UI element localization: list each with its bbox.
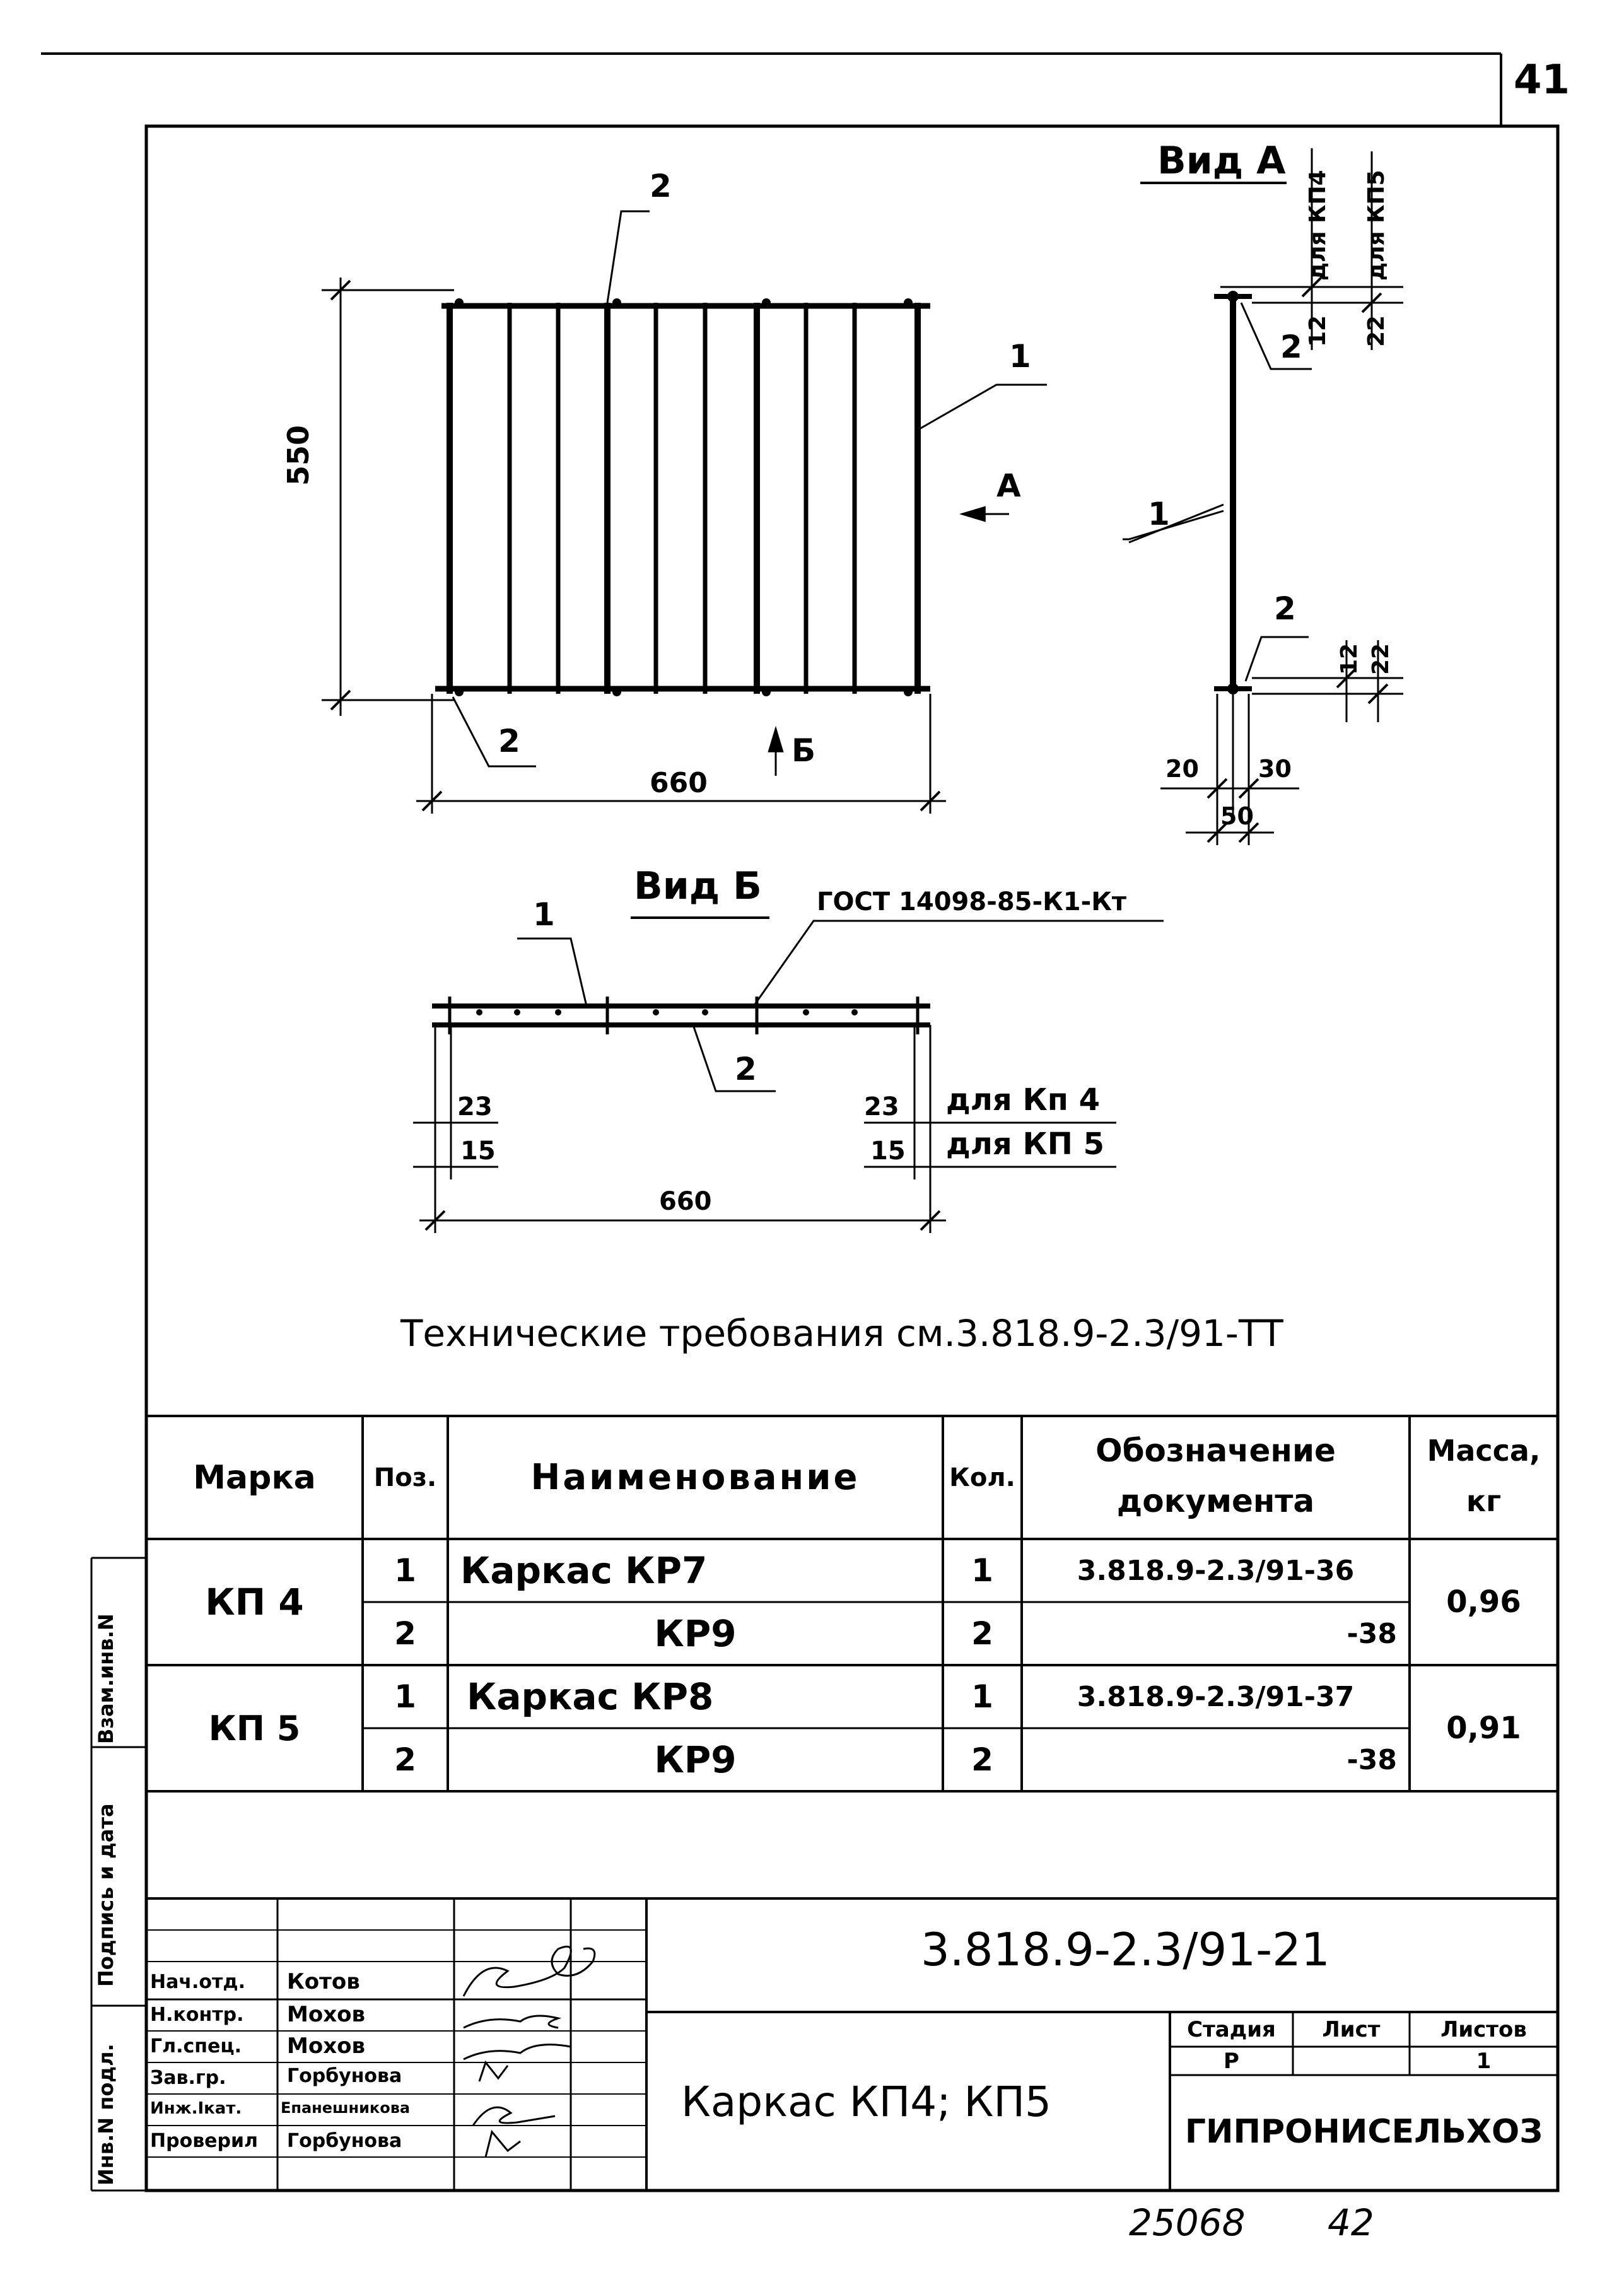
table-cell-qty: 1 xyxy=(971,1678,993,1715)
table-cell-qty: 2 xyxy=(971,1615,993,1652)
sheets-label: Листов xyxy=(1440,2016,1527,2042)
stage-value: Р xyxy=(1224,2048,1239,2074)
signer-role: Нач.отд. xyxy=(150,1971,245,1993)
panel-front-view xyxy=(322,211,1047,814)
signer-name: Мохов xyxy=(287,2033,365,2059)
table-cell-name: Каркас КР7 xyxy=(460,1549,708,1592)
sheets-value: 1 xyxy=(1476,2048,1492,2074)
sheet-value xyxy=(1293,2047,1410,2075)
technical-requirements: Технические требования см.3.818.9-2.3/91-ТТ xyxy=(400,1312,1283,1355)
arrow-b-label: Б xyxy=(792,732,816,769)
view-b-drawing xyxy=(413,918,1164,1233)
signer-name: Горбунова xyxy=(287,2065,402,2087)
page-number: 41 xyxy=(1514,57,1570,103)
side-stamp-inv-orig: Инв.N подл. xyxy=(94,2044,118,2185)
view-a-title: Вид А xyxy=(1157,139,1286,183)
position-label: 2 xyxy=(1274,590,1296,627)
position-label: 1 xyxy=(533,896,555,933)
table-cell-pos: 1 xyxy=(394,1552,416,1589)
drawing-title: Каркас КП4; КП5 xyxy=(681,2078,1051,2126)
table-cell-name: КР9 xyxy=(654,1612,737,1655)
arrow-a-label: А xyxy=(996,467,1021,504)
dimension-22-bottom: 22 xyxy=(1368,643,1394,675)
col-header-pos: Поз. xyxy=(373,1463,437,1492)
gost-weld-note: ГОСТ 14098-85-К1-Кт xyxy=(817,887,1127,916)
table-cell-pos: 1 xyxy=(394,1678,416,1715)
dimension-23-left: 23 xyxy=(457,1092,493,1121)
dimension-22-top: 22 xyxy=(1364,315,1389,347)
table-cell-doc: -38 xyxy=(1347,1743,1397,1776)
col-header-doc: Обозначение xyxy=(1095,1432,1336,1469)
table-cell-qty: 1 xyxy=(971,1552,993,1589)
table-cell-name: КР9 xyxy=(654,1738,737,1781)
dimension-15-right: 15 xyxy=(870,1137,906,1166)
side-stamp-inv-replace: Взам.инв.N xyxy=(94,1613,118,1744)
view-a-kp4-label: для КП4 xyxy=(1305,170,1331,281)
dimension-width-b: 660 xyxy=(659,1187,712,1216)
dimension-height: 550 xyxy=(281,424,315,486)
signer-role: Н.контр. xyxy=(150,2004,244,2026)
signer-role: Проверил xyxy=(150,2130,258,2152)
dimension-23-right: 23 xyxy=(864,1092,899,1121)
view-b-kp4-label: для Кп 4 xyxy=(946,1082,1100,1118)
dimension-width: 660 xyxy=(650,767,708,799)
position-label: 2 xyxy=(498,723,520,759)
footer-archive-number: 25068 xyxy=(1129,2201,1246,2244)
dimension-12-top: 12 xyxy=(1305,315,1331,347)
table-cell-pos: 2 xyxy=(394,1741,416,1778)
col-header-mass-unit: кг xyxy=(1466,1484,1502,1518)
view-b-kp5-label: для КП 5 xyxy=(946,1126,1104,1162)
position-label: 1 xyxy=(1148,496,1170,532)
doc-code: 3.818.9-2.3/91-21 xyxy=(921,1923,1330,1976)
dimension-30: 30 xyxy=(1258,755,1292,783)
signer-name: Мохов xyxy=(287,2002,365,2027)
side-stamp-sign-date: Подпись и дата xyxy=(94,1803,118,1987)
dimension-50: 50 xyxy=(1220,802,1254,830)
row-mark-kp4: КП 4 xyxy=(205,1581,304,1623)
row-mass-kp5: 0,91 xyxy=(1446,1711,1521,1746)
footer-page-number: 42 xyxy=(1328,2201,1374,2244)
signer-role: Зав.гр. xyxy=(150,2067,226,2089)
stage-label: Стадия xyxy=(1187,2016,1276,2042)
col-header-qty: Кол. xyxy=(949,1463,1015,1492)
row-mark-kp5: КП 5 xyxy=(208,1708,301,1748)
signer-name: Горбунова xyxy=(287,2130,402,2152)
view-a-kp5-label: для КП5 xyxy=(1364,170,1389,281)
table-cell-doc: 3.818.9-2.3/91-36 xyxy=(1077,1554,1355,1587)
signer-name: Котов xyxy=(287,1969,360,1994)
col-header-mark: Марка xyxy=(193,1458,316,1497)
position-label: 1 xyxy=(1009,338,1031,375)
signer-role: Гл.спец. xyxy=(150,2035,242,2057)
table-cell-pos: 2 xyxy=(394,1615,416,1652)
dimension-20: 20 xyxy=(1165,755,1199,783)
table-cell-qty: 2 xyxy=(971,1741,993,1778)
table-cell-doc: 3.818.9-2.3/91-37 xyxy=(1077,1680,1355,1713)
position-label: 2 xyxy=(735,1051,757,1087)
col-header-mass: Масса, xyxy=(1427,1434,1541,1468)
position-label: 2 xyxy=(650,168,672,204)
signer-role: Инж.Iкат. xyxy=(150,2099,242,2118)
organization-name: ГИПРОНИСЕЛЬХОЗ xyxy=(1184,2113,1543,2151)
sheet-label: Лист xyxy=(1322,2016,1381,2042)
signer-name: Епанешникова xyxy=(281,2099,411,2117)
position-label: 2 xyxy=(1280,329,1302,365)
table-cell-name: Каркас КР8 xyxy=(467,1675,714,1718)
table-cell-doc: -38 xyxy=(1347,1617,1397,1650)
col-header-doc-line2: документа xyxy=(1116,1483,1315,1519)
dimension-12-bottom: 12 xyxy=(1336,643,1362,675)
dimension-15-left: 15 xyxy=(460,1137,496,1166)
row-mass-kp4: 0,96 xyxy=(1446,1584,1521,1620)
view-b-title: Вид Б xyxy=(634,864,762,908)
col-header-name: Наименование xyxy=(530,1457,860,1498)
